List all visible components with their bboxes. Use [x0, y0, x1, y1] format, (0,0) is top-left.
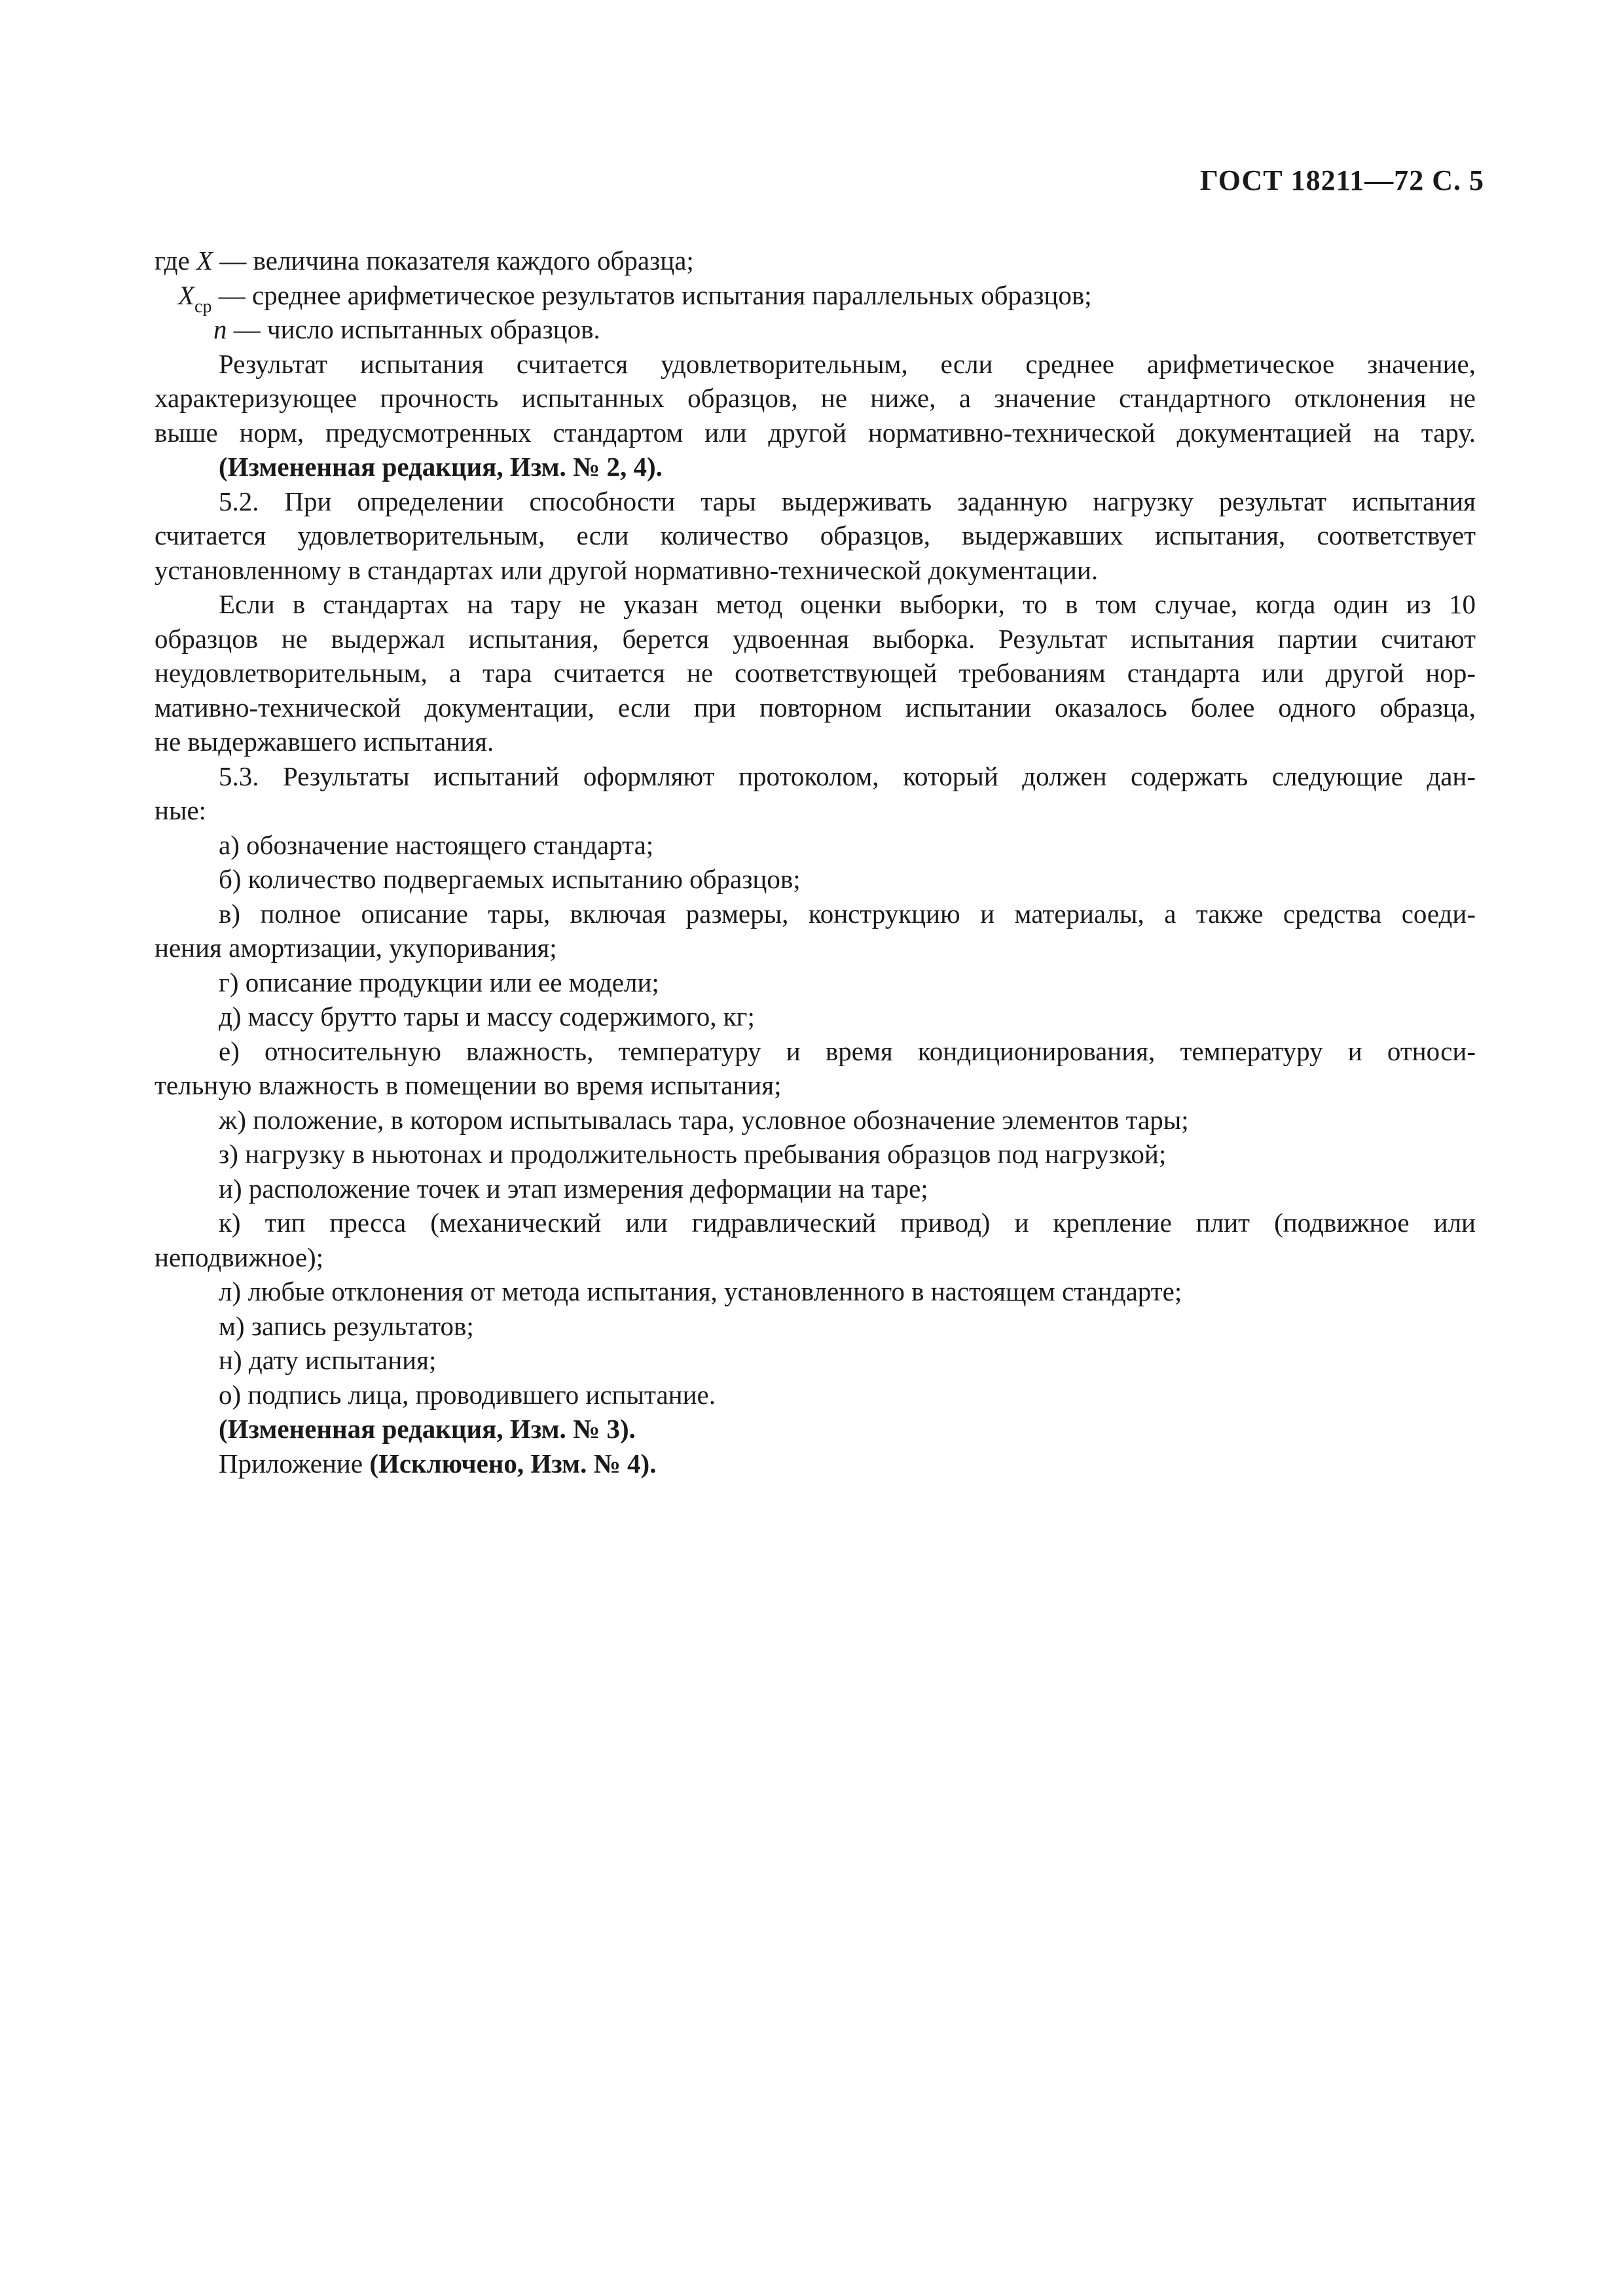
definition-x-text: — величина показателя каждого образца; [213, 245, 694, 276]
symbol-n: n [213, 314, 227, 344]
paragraph-line: ные: [155, 795, 207, 825]
list-item: б) количество подвергаемых испытанию образцов; [219, 864, 801, 894]
document-body [155, 243, 1476, 1480]
list-item: ж) положение, в котором испытывалась тара, условное обозначение элементов тары; [219, 1104, 1189, 1135]
paragraph-line: установленному в стандартах или другой нормативно-технической документации. [155, 554, 1099, 585]
paragraph-result [155, 347, 1476, 450]
list-item: н) дату испытания; [219, 1345, 437, 1375]
list-item-continuation: тельную влажность в помещении во время испытания; [155, 1070, 782, 1100]
list-item: г) описание продукции или ее модели; [219, 967, 659, 997]
list-item: а) обозначение настоящего стандарта; [219, 829, 654, 860]
paragraph-line: Если в стандартах на тару не указан метод оценки выборки, то в том случае, когда один из 10 [219, 589, 1476, 619]
list-item-continuation: нения амортизации, укупоривания; [155, 933, 557, 963]
list-item-continuation: неподвижное); [155, 1242, 324, 1272]
definition-n-text: — число испытанных образцов. [227, 314, 600, 344]
appendix-status: (Исключено, Изм. № 4). [369, 1448, 657, 1479]
list-item: д) массу брутто тары и массу содержимого, кг; [219, 1001, 755, 1031]
edit-note: (Измененная редакция, Изм. № 2, 4). [219, 452, 663, 482]
edit-note: (Измененная редакция, Изм. № 3). [219, 1414, 636, 1444]
paragraph-line: 5.3. Результаты испытаний оформляют протоколом, который должен содержать следующие дан- [219, 761, 1476, 791]
paragraph-line: неудовлетворительным, а тара считается не соответствующей требованиям стандарта или другой нор- [155, 658, 1476, 688]
paragraph-line: выше норм, предусмотренных стандартом или другой нормативно-технической документацией на тару. [155, 417, 1476, 448]
paragraph-line: мативно-технической документации, если при повторном испытании оказалось более одного образца, [155, 692, 1476, 723]
list-item: м) запись результатов; [219, 1310, 474, 1341]
symbol-x: X [196, 245, 213, 276]
list-item: з) нагрузку в ньютонах и продолжительность пребывания образцов под нагрузкой; [219, 1139, 1167, 1169]
paragraph-line: характеризующее прочность испытанных образцов, не ниже, а значение стандартного отклонения не [155, 383, 1476, 413]
paragraph-line: не выдержавшего испытания. [155, 726, 494, 757]
definition-prefix: где [155, 245, 197, 276]
appendix-label: Приложение [219, 1448, 370, 1479]
list-item: о) подпись лица, проводившего испытание. [219, 1379, 716, 1410]
page-header: ГОСТ 18211—72 С. 5 [1199, 164, 1484, 196]
paragraph-line: считается удовлетворительным, если количество образцов, выдержавших испытания, соответствует [155, 520, 1476, 550]
list-item: в) полное описание тары, включая размеры, конструкцию и материалы, а также средства соеди- [219, 898, 1476, 929]
list-item: к) тип пресса (механический или гидравлический привод) и крепление плит (подвижное или [219, 1208, 1476, 1238]
paragraph-5-2 [155, 484, 1476, 588]
protocol-list [155, 828, 1476, 1412]
list-item: л) любые отклонения от метода испытания, установленного в настоящем стандарте; [219, 1276, 1182, 1306]
definition-n [155, 312, 1476, 347]
paragraph-line: образцов не выдержал испытания, берется удвоенная выборка. Результат испытания партии считают [155, 623, 1476, 654]
paragraph-line: 5.2. При определении способности тары выдерживать заданную нагрузку результат испытания [219, 486, 1476, 516]
definition-x [155, 243, 1476, 278]
symbol-xcp-subscript: ср [194, 296, 212, 317]
paragraph-sampling [155, 587, 1476, 759]
list-item: и) расположение точек и этап измерения деформации на таре; [219, 1173, 928, 1204]
list-item: е) относительную влажность, температуру и время кондиционирования, температуру и относи- [219, 1035, 1476, 1066]
appendix-note [155, 1446, 1476, 1481]
definition-xcp [155, 278, 1476, 317]
definition-xcp-text: — среднее арифметическое результатов испытания параллельных образцов; [211, 279, 1092, 310]
paragraph-line: Результат испытания считается удовлетворительным, если среднее арифметическое значение, [219, 348, 1476, 379]
paragraph-5-3 [155, 759, 1476, 828]
symbol-xcp: X [178, 279, 195, 310]
symbol-definitions [155, 243, 1476, 347]
